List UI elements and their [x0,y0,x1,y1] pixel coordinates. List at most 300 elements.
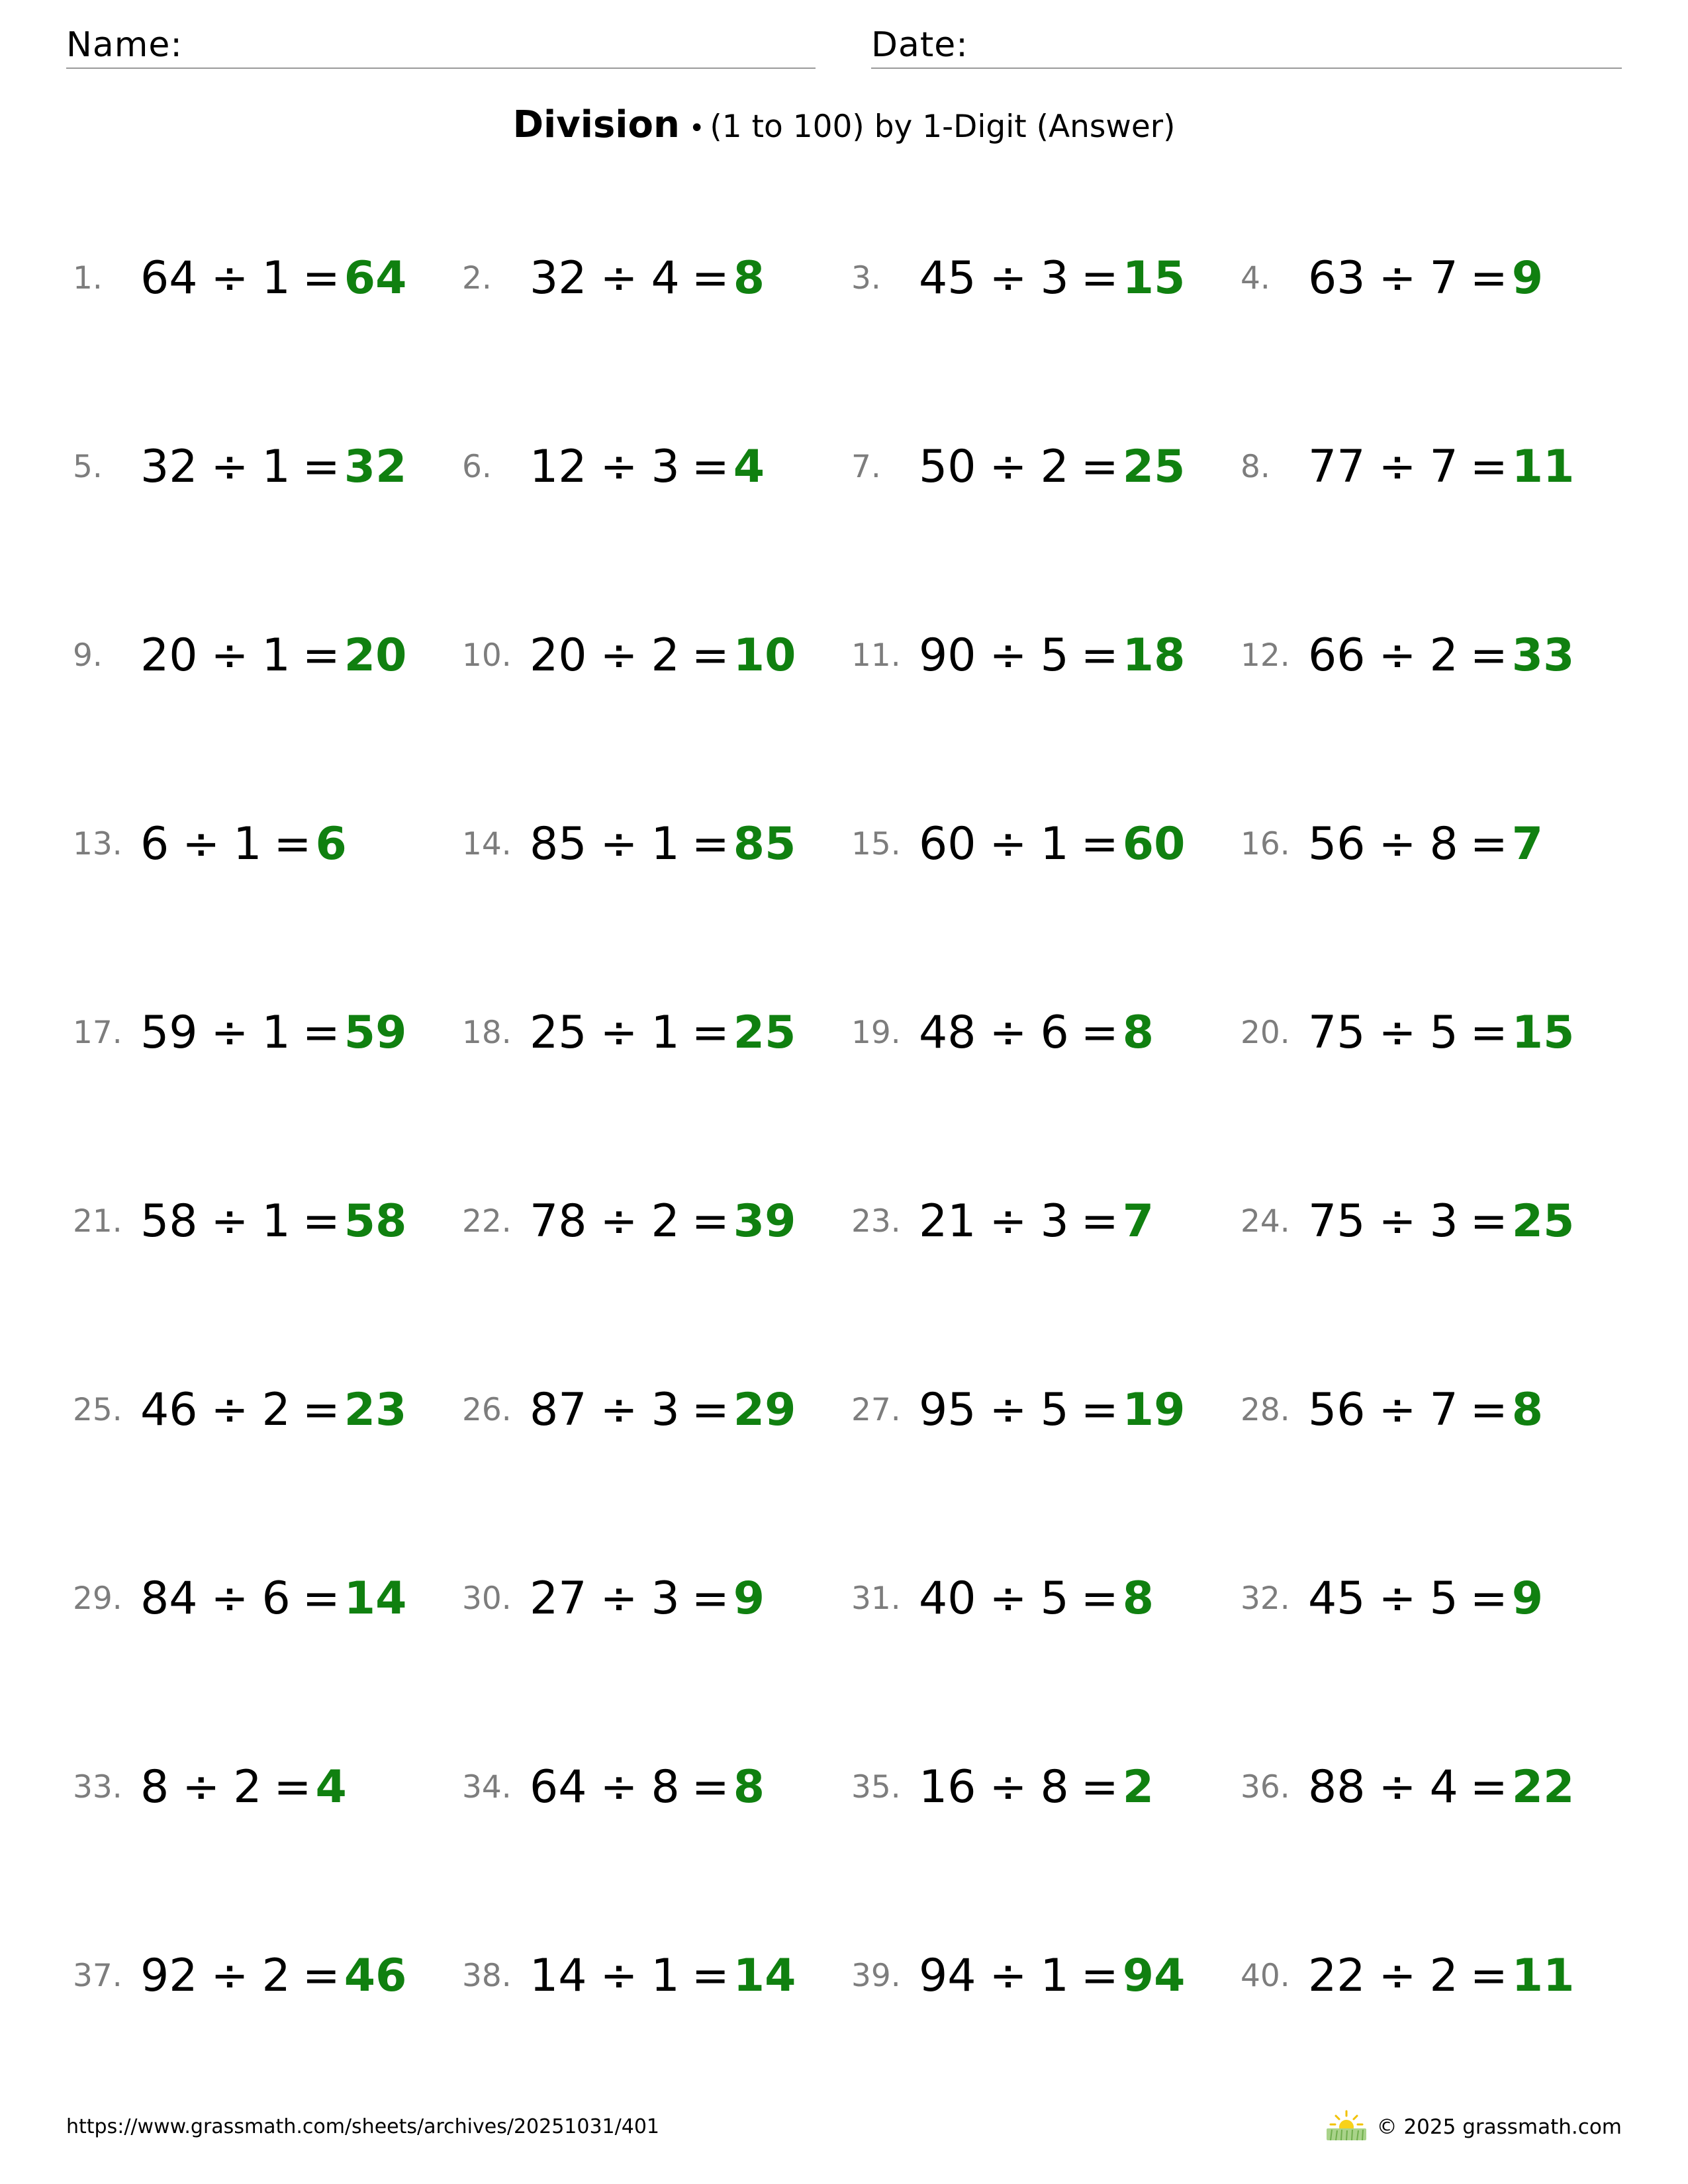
problem-expression [1308,1572,1512,1625]
date-field[interactable] [871,25,1622,69]
problem-number: 5. [73,448,103,485]
equals-sign: = [1080,1760,1119,1813]
footer-copyright: © 2025 grassmath.com [1376,2115,1622,2139]
problem-item [1241,245,1543,311]
divide-sign: ÷ [989,440,1027,493]
answer-value: 46 [344,1949,407,2002]
problem-expression [1308,1384,1512,1436]
problem-expression [140,441,344,493]
divisor: 3 [1040,251,1069,304]
name-label: Name: [66,25,183,65]
problem-expression [1308,1007,1512,1059]
problem-number: 22. [462,1203,512,1240]
problem-expression [140,1761,316,1813]
divisor: 3 [651,1572,680,1625]
divide-sign: ÷ [600,440,638,493]
problem-item [1241,433,1574,500]
equals-sign: = [1470,1383,1508,1436]
problem-expression [530,1572,733,1625]
problem-number: 15. [851,825,901,862]
problem-number: 11. [851,637,901,674]
divisor: 6 [261,1572,291,1625]
answer-value: 19 [1122,1383,1186,1436]
divide-sign: ÷ [1378,1949,1417,2002]
equals-sign: = [302,440,340,493]
problem-expression [530,1007,733,1059]
equals-sign: = [302,1195,340,1248]
divide-sign: ÷ [989,1006,1027,1059]
equals-sign: = [1470,1572,1508,1625]
problem-number: 27. [851,1391,901,1428]
title-main: Division [512,103,680,146]
problem-number: 30. [462,1580,512,1617]
problem-expression [1308,252,1512,304]
problem-item [462,999,796,1066]
dividend: 59 [140,1006,198,1059]
divisor: 2 [1429,1949,1458,2002]
problem-item [73,622,406,688]
divide-sign: ÷ [989,1949,1027,2002]
equals-sign: = [1470,1760,1508,1813]
problem-number: 10. [462,637,512,674]
divide-sign: ÷ [600,817,638,870]
name-field[interactable] [66,25,816,69]
dividend: 85 [530,817,587,870]
problem-item [73,999,406,1066]
problem-item [851,433,1185,500]
answer-value: 23 [344,1383,407,1436]
problem-expression [140,1384,344,1436]
dividend: 84 [140,1572,198,1625]
problem-expression [530,629,733,682]
footer-url[interactable]: https://www.grassmath.com/sheets/archives/20251031/401 [66,2115,660,2138]
equals-sign: = [1470,1195,1508,1248]
answer-value: 11 [1511,1949,1575,2002]
dividend: 12 [530,440,587,493]
dividend: 77 [1308,440,1366,493]
problem-item [462,433,765,500]
dividend: 32 [530,251,587,304]
problem-item [1241,1377,1543,1443]
divide-sign: ÷ [1378,1006,1417,1059]
equals-sign: = [302,629,340,682]
problem-number: 4. [1241,259,1270,296]
equals-sign: = [1080,1572,1119,1625]
divisor: 8 [1040,1760,1069,1813]
answer-value: 7 [1122,1195,1154,1248]
problem-item [73,1565,406,1631]
answer-value: 9 [1511,1572,1544,1625]
problem-number: 36. [1241,1768,1290,1805]
problem-expression [919,1950,1123,2002]
problem-expression [919,1761,1123,1813]
divide-sign: ÷ [211,1572,249,1625]
equals-sign: = [1080,1383,1119,1436]
divide-sign: ÷ [989,1195,1027,1248]
divide-sign: ÷ [600,1383,638,1436]
equals-sign: = [302,1383,340,1436]
problem-expression [1308,629,1512,682]
problem-number: 23. [851,1203,901,1240]
problem-expression [530,1950,733,2002]
answer-value: 39 [733,1195,796,1248]
problem-number: 26. [462,1391,512,1428]
answer-value: 33 [1511,629,1575,682]
divide-sign: ÷ [211,1949,249,2002]
problem-expression [919,1007,1123,1059]
dividend: 64 [140,251,198,304]
problem-number: 25. [73,1391,122,1428]
problem-item [462,245,765,311]
problem-item [73,1377,406,1443]
divisor: 1 [651,1949,680,2002]
problem-expression [140,1950,344,2002]
equals-sign: = [1080,1195,1119,1248]
divisor: 5 [1429,1006,1458,1059]
problem-expression [140,1195,344,1248]
divide-sign: ÷ [211,440,249,493]
dividend: 94 [919,1949,976,2002]
answer-value: 20 [344,629,407,682]
divisor: 5 [1040,629,1069,682]
divisor: 1 [651,1006,680,1059]
answer-value: 2 [1122,1760,1154,1813]
problem-item [1241,1188,1574,1254]
equals-sign: = [1080,251,1119,304]
divide-sign: ÷ [1378,1572,1417,1625]
divisor: 6 [1040,1006,1069,1059]
dividend: 63 [1308,251,1366,304]
problem-number: 29. [73,1580,122,1617]
dividend: 20 [530,629,587,682]
divisor: 8 [651,1760,680,1813]
answer-value: 14 [344,1572,407,1625]
answer-value: 59 [344,1006,407,1059]
answer-value: 18 [1122,629,1186,682]
equals-sign: = [1080,440,1119,493]
problem-number: 8. [1241,448,1270,485]
problem-expression [140,1572,344,1625]
answer-value: 6 [315,817,347,870]
problem-item [1241,999,1574,1066]
dividend: 45 [919,251,976,304]
divisor: 4 [1429,1760,1458,1813]
dividend: 14 [530,1949,587,2002]
equals-sign: = [1080,1949,1119,2002]
dividend: 90 [919,629,976,682]
divide-sign: ÷ [600,1006,638,1059]
answer-value: 22 [1511,1760,1575,1813]
divisor: 2 [233,1760,262,1813]
divide-sign: ÷ [600,1760,638,1813]
problem-number: 9. [73,637,103,674]
problem-number: 2. [462,259,492,296]
equals-sign: = [1080,1006,1119,1059]
divide-sign: ÷ [1378,817,1417,870]
equals-sign: = [691,629,729,682]
divide-sign: ÷ [1378,1195,1417,1248]
worksheet-title [0,103,1688,146]
problem-expression [1308,818,1512,870]
divisor: 5 [1040,1572,1069,1625]
divide-sign: ÷ [989,251,1027,304]
divide-sign: ÷ [989,1572,1027,1625]
problem-item [73,245,406,311]
divisor: 1 [651,817,680,870]
answer-value: 15 [1122,251,1186,304]
dividend: 64 [530,1760,587,1813]
divisor: 1 [261,251,291,304]
problem-expression [919,1384,1123,1436]
date-label: Date: [871,25,968,65]
answer-value: 8 [1122,1006,1154,1059]
divisor: 7 [1429,1383,1458,1436]
equals-sign: = [1470,629,1508,682]
problem-expression [530,818,733,870]
problem-item [73,1754,347,1820]
problem-item [462,1565,765,1631]
divisor: 4 [651,251,680,304]
dividend: 32 [140,440,198,493]
dividend: 78 [530,1195,587,1248]
answer-value: 9 [1511,251,1544,304]
divisor: 2 [1040,440,1069,493]
problem-number: 38. [462,1957,512,1994]
divisor: 2 [261,1949,291,2002]
divisor: 5 [1429,1572,1458,1625]
divisor: 8 [1429,817,1458,870]
problem-expression [919,441,1123,493]
problem-item [73,811,347,877]
divisor: 3 [651,440,680,493]
dividend: 25 [530,1006,587,1059]
answer-value: 9 [733,1572,765,1625]
problem-number: 16. [1241,825,1290,862]
problem-item [1241,1942,1574,2009]
dividend: 95 [919,1383,976,1436]
dividend: 21 [919,1195,976,1248]
dividend: 58 [140,1195,198,1248]
divisor: 1 [261,1195,291,1248]
divide-sign: ÷ [989,1760,1027,1813]
divisor: 3 [1040,1195,1069,1248]
equals-sign: = [1470,1949,1508,2002]
dividend: 87 [530,1383,587,1436]
problem-item [851,1565,1154,1631]
divisor: 1 [261,629,291,682]
divide-sign: ÷ [182,1760,220,1813]
dividend: 75 [1308,1195,1366,1248]
answer-value: 29 [733,1383,796,1436]
dividend: 48 [919,1006,976,1059]
problem-expression [919,629,1123,682]
dividend: 27 [530,1572,587,1625]
problem-number: 32. [1241,1580,1290,1617]
problem-item [73,1188,406,1254]
problem-expression [140,252,344,304]
divide-sign: ÷ [182,817,220,870]
problem-number: 19. [851,1014,901,1051]
dividend: 6 [140,817,169,870]
dividend: 45 [1308,1572,1366,1625]
problem-number: 39. [851,1957,901,1994]
footer-branding [1324,2110,1622,2144]
answer-value: 25 [1122,440,1186,493]
equals-sign: = [691,440,729,493]
dividend: 92 [140,1949,198,2002]
problem-grid [73,245,1635,2138]
problem-number: 7. [851,448,881,485]
equals-sign: = [691,1195,729,1248]
problem-item [851,1377,1185,1443]
problem-item [851,999,1154,1066]
equals-sign: = [691,251,729,304]
answer-value: 15 [1511,1006,1575,1059]
problem-number: 33. [73,1768,122,1805]
dividend: 56 [1308,817,1366,870]
problem-item [851,1942,1185,2009]
equals-sign: = [1080,817,1119,870]
divisor: 7 [1429,251,1458,304]
equals-sign: = [273,817,312,870]
divide-sign: ÷ [600,1195,638,1248]
equals-sign: = [302,1949,340,2002]
divisor: 2 [651,1195,680,1248]
divisor: 2 [261,1383,291,1436]
problem-expression [1308,1761,1512,1813]
answer-value: 8 [733,251,765,304]
answer-value: 11 [1511,440,1575,493]
dividend: 46 [140,1383,198,1436]
problem-expression [530,1195,733,1248]
dividend: 16 [919,1760,976,1813]
equals-sign: = [691,1006,729,1059]
problem-number: 14. [462,825,512,862]
divide-sign: ÷ [211,1195,249,1248]
answer-value: 25 [1511,1195,1575,1248]
problem-number: 12. [1241,637,1290,674]
dividend: 22 [1308,1949,1366,2002]
divide-sign: ÷ [989,1383,1027,1436]
problem-number: 20. [1241,1014,1290,1051]
divisor: 1 [261,440,291,493]
equals-sign: = [1080,629,1119,682]
divisor: 3 [1429,1195,1458,1248]
dividend: 66 [1308,629,1366,682]
grass-sun-logo-icon [1324,2110,1369,2144]
problem-expression [1308,1195,1512,1248]
divide-sign: ÷ [1378,251,1417,304]
problem-number: 31. [851,1580,901,1617]
divide-sign: ÷ [600,1949,638,2002]
problem-item [851,1754,1154,1820]
problem-expression [919,1195,1123,1248]
divide-sign: ÷ [600,251,638,304]
equals-sign: = [691,1383,729,1436]
problem-item [1241,622,1574,688]
equals-sign: = [302,1006,340,1059]
answer-value: 32 [344,440,407,493]
problem-expression [140,818,316,870]
title-separator: • [688,113,705,144]
problem-expression [530,252,733,304]
answer-value: 14 [733,1949,796,2002]
problem-item [73,433,406,500]
problem-number: 34. [462,1768,512,1805]
divide-sign: ÷ [1378,440,1417,493]
problem-item [462,1377,796,1443]
equals-sign: = [691,1760,729,1813]
equals-sign: = [302,251,340,304]
problem-item [462,1754,765,1820]
divide-sign: ÷ [1378,1383,1417,1436]
answer-value: 8 [733,1760,765,1813]
answer-value: 10 [733,629,796,682]
equals-sign: = [1470,251,1508,304]
divisor: 1 [1040,1949,1069,2002]
problem-number: 13. [73,825,122,862]
divisor: 1 [1040,817,1069,870]
answer-value: 4 [315,1760,347,1813]
problem-item [851,622,1185,688]
problem-number: 40. [1241,1957,1290,1994]
answer-value: 64 [344,251,407,304]
equals-sign: = [1470,1006,1508,1059]
problem-expression [140,629,344,682]
problem-number: 18. [462,1014,512,1051]
problem-expression [919,252,1123,304]
divide-sign: ÷ [600,1572,638,1625]
problem-number: 37. [73,1957,122,1994]
answer-value: 58 [344,1195,407,1248]
dividend: 60 [919,817,976,870]
problem-item [462,1942,796,2009]
dividend: 20 [140,629,198,682]
divide-sign: ÷ [211,251,249,304]
answer-value: 94 [1122,1949,1186,2002]
problem-number: 3. [851,259,881,296]
divisor: 2 [1429,629,1458,682]
answer-value: 7 [1511,817,1544,870]
answer-value: 4 [733,440,765,493]
problem-item [851,245,1185,311]
answer-value: 8 [1122,1572,1154,1625]
divide-sign: ÷ [989,817,1027,870]
problem-number: 6. [462,448,492,485]
problem-number: 17. [73,1014,122,1051]
equals-sign: = [691,817,729,870]
dividend: 8 [140,1760,169,1813]
answer-value: 60 [1122,817,1186,870]
equals-sign: = [1470,817,1508,870]
equals-sign: = [273,1760,312,1813]
divide-sign: ÷ [600,629,638,682]
equals-sign: = [1470,440,1508,493]
divide-sign: ÷ [1378,1760,1417,1813]
problem-item [851,811,1185,877]
divide-sign: ÷ [1378,629,1417,682]
problem-item [1241,1754,1574,1820]
problem-item [851,1188,1154,1254]
problem-expression [530,1384,733,1436]
problem-item [462,622,796,688]
problem-number: 28. [1241,1391,1290,1428]
problem-number: 35. [851,1768,901,1805]
title-subtitle: (1 to 100) by 1-Digit (Answer) [710,109,1176,145]
equals-sign: = [691,1572,729,1625]
divide-sign: ÷ [989,629,1027,682]
problem-number: 24. [1241,1203,1290,1240]
